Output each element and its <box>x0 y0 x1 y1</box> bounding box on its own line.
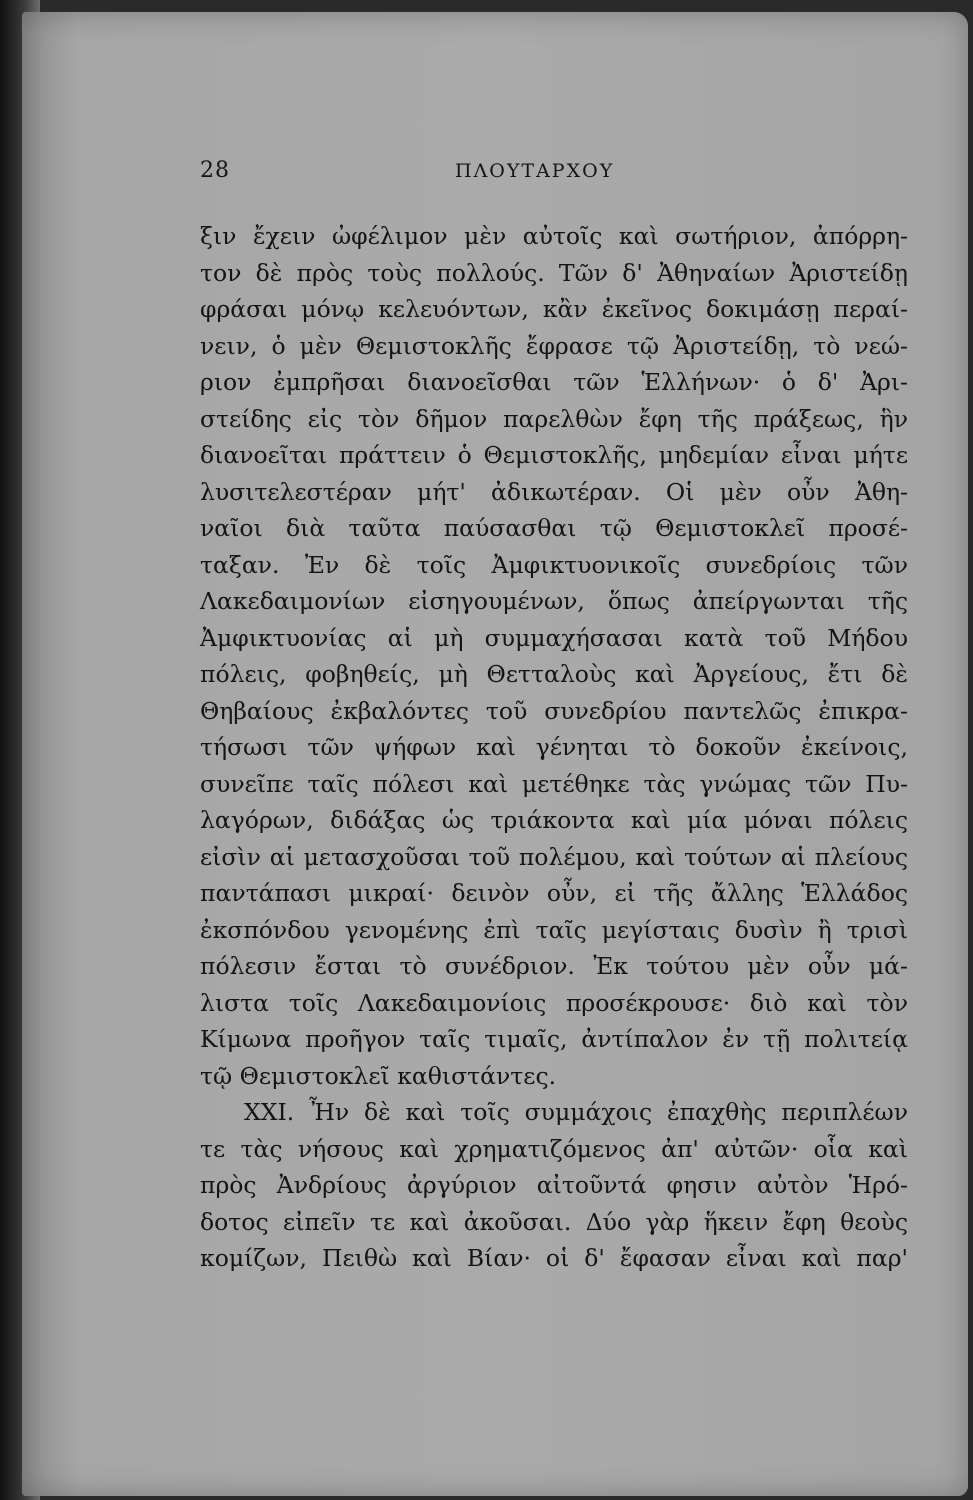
text-line: συνεῖπε ταῖς πόλεσι καὶ μετέθηκε τὰς γνώμας τῶν Πυ- <box>200 769 908 798</box>
text-line: λαγόρων, διδάξας ὡς τριάκοντα καὶ μία μόναι πόλεις <box>200 806 908 834</box>
running-head <box>0 158 973 188</box>
text-line-chapter-start: XXI. Ἦν δὲ καὶ τοῖς συμμάχοις ἐπαχθὴς περιπλέων <box>244 1098 908 1126</box>
text-line: Ἀμφικτυονίας αἱ μὴ συμμαχήσασαι κατὰ τοῦ Μήδου <box>200 623 908 652</box>
text-line: λιστα τοῖς Λακεδαιμονίοις προσέκρουσε· διὸ καὶ τὸν <box>200 988 908 1017</box>
text-line: Λακεδαιμονίων εἰσηγουμένων, ὅπως ἀπείργωνται τῆς <box>200 587 908 615</box>
text-line: πόλεσιν ἔσται τὸ συνέδριον. Ἐκ τούτου μὲν οὖν μά- <box>200 952 908 980</box>
text-line: πόλεις, φοβηθείς, μὴ Θετταλοὺς καὶ Ἀργείους, ἔτι δὲ <box>200 660 908 688</box>
text-line: τε τὰς νήσους καὶ χρηματιζόμενος ἀπ' αὐτῶν· οἷα καὶ <box>200 1134 908 1163</box>
text-line: τῷ Θεμιστοκλεῖ καθιστάντες. <box>200 1061 557 1090</box>
text-line: ναῖοι διὰ ταῦτα παύσασθαι τῷ Θεμιστοκλεῖ προσέ- <box>200 514 908 542</box>
text-line: Θηβαίους ἐκβαλόντες τοῦ συνεδρίου παντελῶς ἐπικρα- <box>200 696 908 725</box>
text-line: πρὸς Ἀνδρίους ἀργύριον αἰτοῦντά φησιν αὐτὸν Ἡρό- <box>200 1171 908 1199</box>
text-line: νειν, ὁ μὲν Θεμιστοκλῆς ἔφρασε τῷ Ἀριστείδῃ, τὸ νεώ- <box>200 331 908 360</box>
text-line: παντάπασι μικραί· δεινὸν οὖν, εἰ τῆς ἄλλης Ἑλλάδος <box>200 879 908 907</box>
running-title: ΠΛΟΥΤΑΡΧΟΥ <box>455 160 615 182</box>
page-number: 28 <box>200 158 230 183</box>
text-line: δοτος εἰπεῖν τε καὶ ἀκοῦσαι. Δύο γὰρ ἥκειν ἔφη θεοὺς <box>200 1207 908 1236</box>
text-line: ἐκσπόνδου γενομένης ἐπὶ ταῖς μεγίσταις δυσὶν ἢ τρισὶ <box>200 915 908 944</box>
text-line: Κίμωνα προῆγον ταῖς τιμαῖς, ἀντίπαλον ἐν τῇ πολιτείᾳ <box>200 1025 908 1053</box>
text-line: ξιν ἔχειν ὠφέλιμον μὲν αὐτοῖς καὶ σωτήριον, ἀπόρρη- <box>200 222 908 250</box>
text-line: διανοεῖται πράττειν ὁ Θεμιστοκλῆς, μηδεμίαν εἶναι μήτε <box>200 441 908 469</box>
text-line: εἰσὶν αἱ μετασχοῦσαι τοῦ πολέμου, καὶ τούτων αἱ πλείους <box>200 842 908 871</box>
text-line: φράσαι μόνῳ κελευόντων, κἂν ἐκεῖνος δοκιμάσῃ περαί- <box>200 295 908 323</box>
body-text <box>200 218 908 1277</box>
text-line: τήσωσι τῶν ψήφων καὶ γένηται τὸ δοκοῦν ἐκείνοις, <box>200 733 908 761</box>
text-line: στείδης εἰς τὸν δῆμον παρελθὼν ἔφη τῆς πράξεως, ἣν <box>200 404 908 433</box>
text-line: κομίζων, Πειθὼ καὶ Βίαν· οἱ δ' ἔφασαν εἶναι καὶ παρ' <box>200 1244 908 1272</box>
text-line: λυσιτελεστέραν μήτ' ἀδικωτέραν. Οἱ μὲν οὖν Ἀθη- <box>200 477 908 506</box>
text-line: ριον ἐμπρῆσαι διανοεῖσθαι τῶν Ἑλλήνων· ὁ δ' Ἀρι- <box>200 368 908 396</box>
text-line: τον δὲ πρὸς τοὺς πολλούς. Τῶν δ' Ἀθηναίων Ἀριστείδῃ <box>200 258 908 287</box>
text-line: ταξαν. Ἐν δὲ τοῖς Ἀμφικτυονικοῖς συνεδρίοις τῶν <box>200 550 908 579</box>
